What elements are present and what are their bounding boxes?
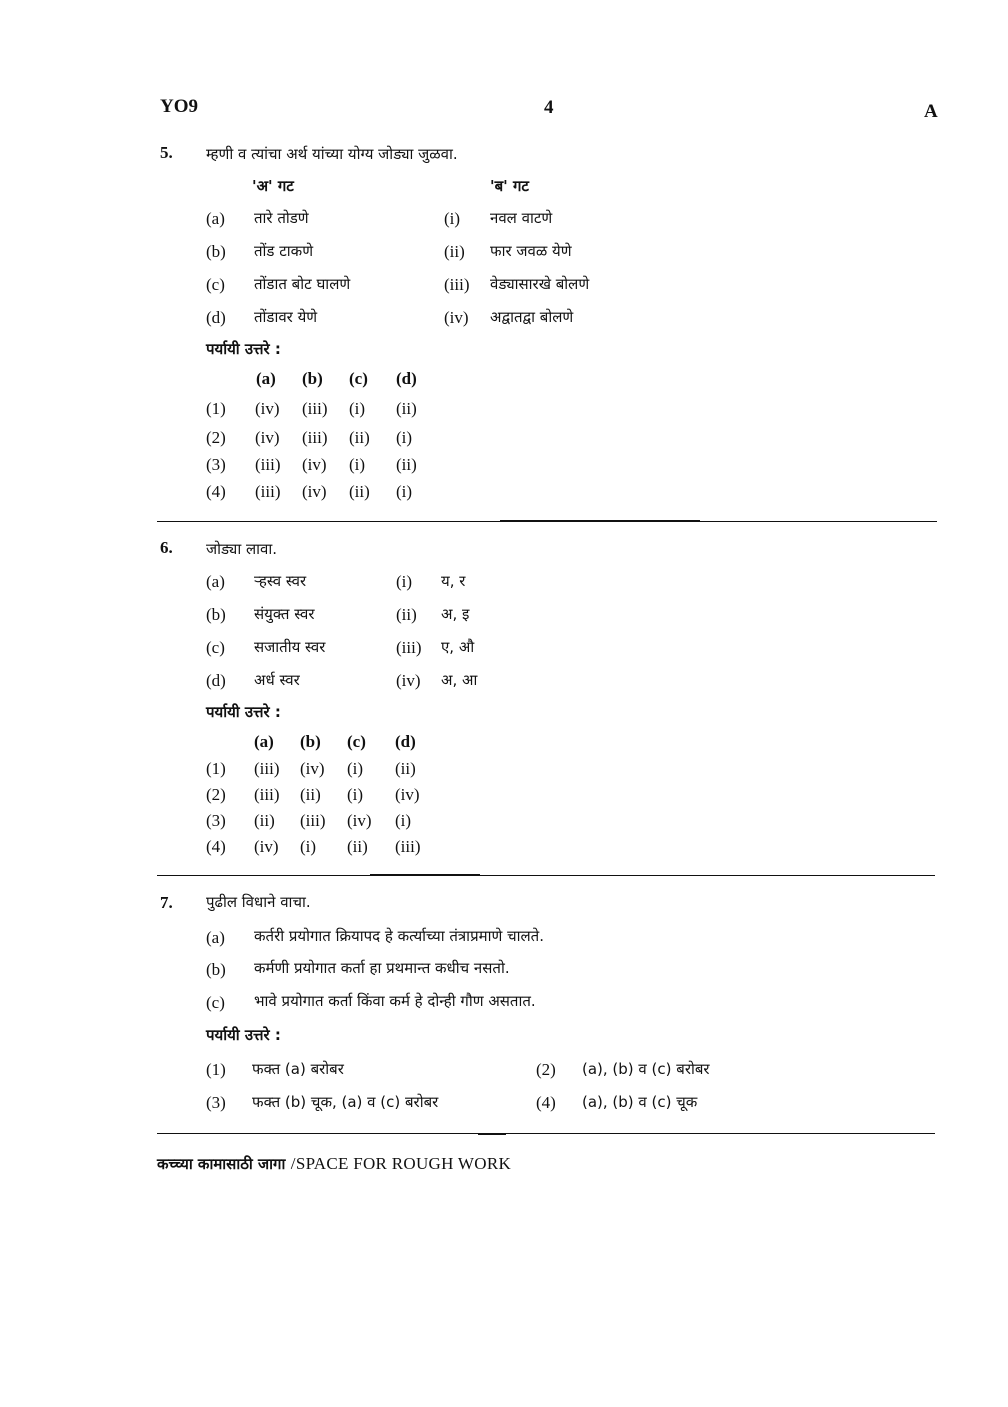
group-a-heading: 'अ' गट: [252, 177, 294, 195]
options-column-b: (b): [300, 732, 321, 751]
option-label: (4): [536, 1093, 556, 1112]
options-column-b: (b): [302, 369, 323, 388]
statement-label: (c): [206, 993, 225, 1012]
match-right-text: वेड्यासारखे बोलणे: [490, 275, 590, 293]
options-column-d: (d): [395, 732, 416, 751]
rough-work-english: /SPACE FOR ROUGH WORK: [290, 1154, 512, 1173]
match-right-text: फार जवळ येणे: [490, 242, 572, 260]
option-value: (i): [347, 759, 364, 778]
match-left-label: (d): [206, 308, 226, 327]
match-right-label: (iii): [444, 275, 470, 294]
option-text: फक्त (a) बरोबर: [252, 1060, 344, 1078]
match-left-label: (c): [206, 638, 225, 657]
match-right-text: नवल वाटणे: [490, 209, 553, 227]
option-value: (iv): [302, 482, 327, 501]
match-left-text: तोंड टाकणे: [254, 242, 314, 260]
option-value: (i): [396, 428, 413, 447]
option-value: (i): [300, 837, 317, 856]
option-value: (ii): [254, 811, 275, 830]
option-value: (i): [395, 811, 412, 830]
question-number: 7.: [160, 893, 173, 912]
option-label: (1): [206, 1060, 226, 1079]
match-right-text: ए, औ: [441, 638, 475, 656]
option-value: (i): [349, 455, 366, 474]
question-prompt: जोड्या लावा.: [206, 540, 278, 558]
option-value: (iii): [254, 785, 280, 804]
option-text: (a), (b) व (c) बरोबर: [582, 1060, 710, 1078]
options-column-c: (c): [347, 732, 366, 751]
match-left-text: ऱ्हस्व स्वर: [254, 572, 307, 590]
option-value: (iii): [254, 759, 280, 778]
option-value: (ii): [396, 455, 417, 474]
match-left-text: तोंडात बोट घालणे: [254, 275, 351, 293]
match-left-label: (a): [206, 209, 225, 228]
question-number: 6.: [160, 538, 173, 557]
match-left-label: (c): [206, 275, 225, 294]
option-value: (iv): [300, 759, 325, 778]
match-left-label: (d): [206, 671, 226, 690]
option-value: (i): [349, 399, 366, 418]
question-prompt: पुढील विधाने वाचा.: [206, 893, 311, 911]
option-text: (a), (b) व (c) चूक: [582, 1093, 698, 1111]
options-heading: पर्यायी उत्तरे :: [206, 1026, 281, 1044]
option-value: (i): [396, 482, 413, 501]
match-left-text: सजातीय स्वर: [254, 638, 326, 656]
match-right-label: (iv): [396, 671, 421, 690]
match-right-text: य, र: [441, 572, 466, 590]
option-value: (iii): [302, 428, 328, 447]
option-label: (2): [206, 785, 226, 804]
option-value: (ii): [395, 759, 416, 778]
option-value: (iv): [302, 455, 327, 474]
rough-work-marathi: कच्च्या कामासाठी जागा: [157, 1155, 286, 1173]
option-value: (iv): [254, 837, 279, 856]
option-value: (iv): [255, 428, 280, 447]
match-right-label: (i): [396, 572, 413, 591]
options-column-a: (a): [256, 369, 276, 388]
match-right-text: अ, इ: [441, 605, 470, 623]
match-left-text: संयुक्त स्वर: [254, 605, 315, 623]
statement-label: (a): [206, 928, 225, 947]
option-label: (2): [206, 428, 226, 447]
option-value: (iv): [255, 399, 280, 418]
match-left-label: (b): [206, 605, 226, 624]
option-value: (iv): [347, 811, 372, 830]
group-b-heading: 'ब' गट: [490, 177, 529, 195]
options-heading: पर्यायी उत्तरे :: [206, 340, 281, 358]
section-divider: [157, 875, 935, 876]
option-value: (ii): [396, 399, 417, 418]
match-right-label: (ii): [396, 605, 417, 624]
option-value: (ii): [300, 785, 321, 804]
paper-code: YO9: [160, 96, 198, 117]
option-label: (3): [206, 811, 226, 830]
option-label: (1): [206, 399, 226, 418]
section-divider-accent: [500, 520, 700, 522]
statement-text: कर्मणी प्रयोगात कर्ता हा प्रथमान्त कधीच नसतो.: [254, 959, 510, 977]
options-column-a: (a): [254, 732, 274, 751]
option-value: (iii): [302, 399, 328, 418]
question-number: 5.: [160, 143, 173, 162]
statement-label: (b): [206, 960, 226, 979]
option-value: (iii): [395, 837, 421, 856]
section-divider-accent: [370, 874, 480, 876]
option-label: (4): [206, 482, 226, 501]
page-number: 4: [544, 97, 554, 118]
options-column-c: (c): [349, 369, 368, 388]
match-left-text: तारे तोडणे: [254, 209, 309, 227]
series-letter: A: [924, 101, 938, 122]
option-value: (ii): [349, 482, 370, 501]
match-right-text: अद्वातद्वा बोलणे: [490, 308, 574, 326]
option-label: (3): [206, 1093, 226, 1112]
question-prompt: म्हणी व त्यांचा अर्थ यांच्या योग्य जोड्या जुळवा.: [206, 145, 458, 163]
option-value: (iv): [395, 785, 420, 804]
match-left-label: (a): [206, 572, 225, 591]
option-value: (ii): [347, 837, 368, 856]
option-label: (3): [206, 455, 226, 474]
options-heading: पर्यायी उत्तरे :: [206, 703, 281, 721]
option-value: (iii): [255, 482, 281, 501]
option-value: (iii): [255, 455, 281, 474]
match-right-label: (iv): [444, 308, 469, 327]
option-text: फक्त (b) चूक, (a) व (c) बरोबर: [252, 1093, 439, 1111]
statement-text: भावे प्रयोगात कर्ता किंवा कर्म हे दोन्ही गौण असतात.: [254, 992, 536, 1010]
option-value: (ii): [349, 428, 370, 447]
section-divider: [157, 1133, 935, 1134]
options-column-d: (d): [396, 369, 417, 388]
option-label: (1): [206, 759, 226, 778]
match-right-text: अ, आ: [441, 671, 478, 689]
option-label: (2): [536, 1060, 556, 1079]
rough-work-label: [157, 1154, 511, 1174]
option-value: (iii): [300, 811, 326, 830]
match-left-label: (b): [206, 242, 226, 261]
match-right-label: (i): [444, 209, 461, 228]
match-right-label: (ii): [444, 242, 465, 261]
match-right-label: (iii): [396, 638, 422, 657]
statement-text: कर्तरी प्रयोगात क्रियापद हे कर्त्याच्या तंत्राप्रमाणे चालते.: [254, 927, 544, 945]
option-label: (4): [206, 837, 226, 856]
option-value: (i): [347, 785, 364, 804]
match-left-text: तोंडावर येणे: [254, 308, 318, 326]
match-left-text: अर्ध स्वर: [254, 671, 300, 689]
section-divider-accent: [478, 1133, 506, 1135]
